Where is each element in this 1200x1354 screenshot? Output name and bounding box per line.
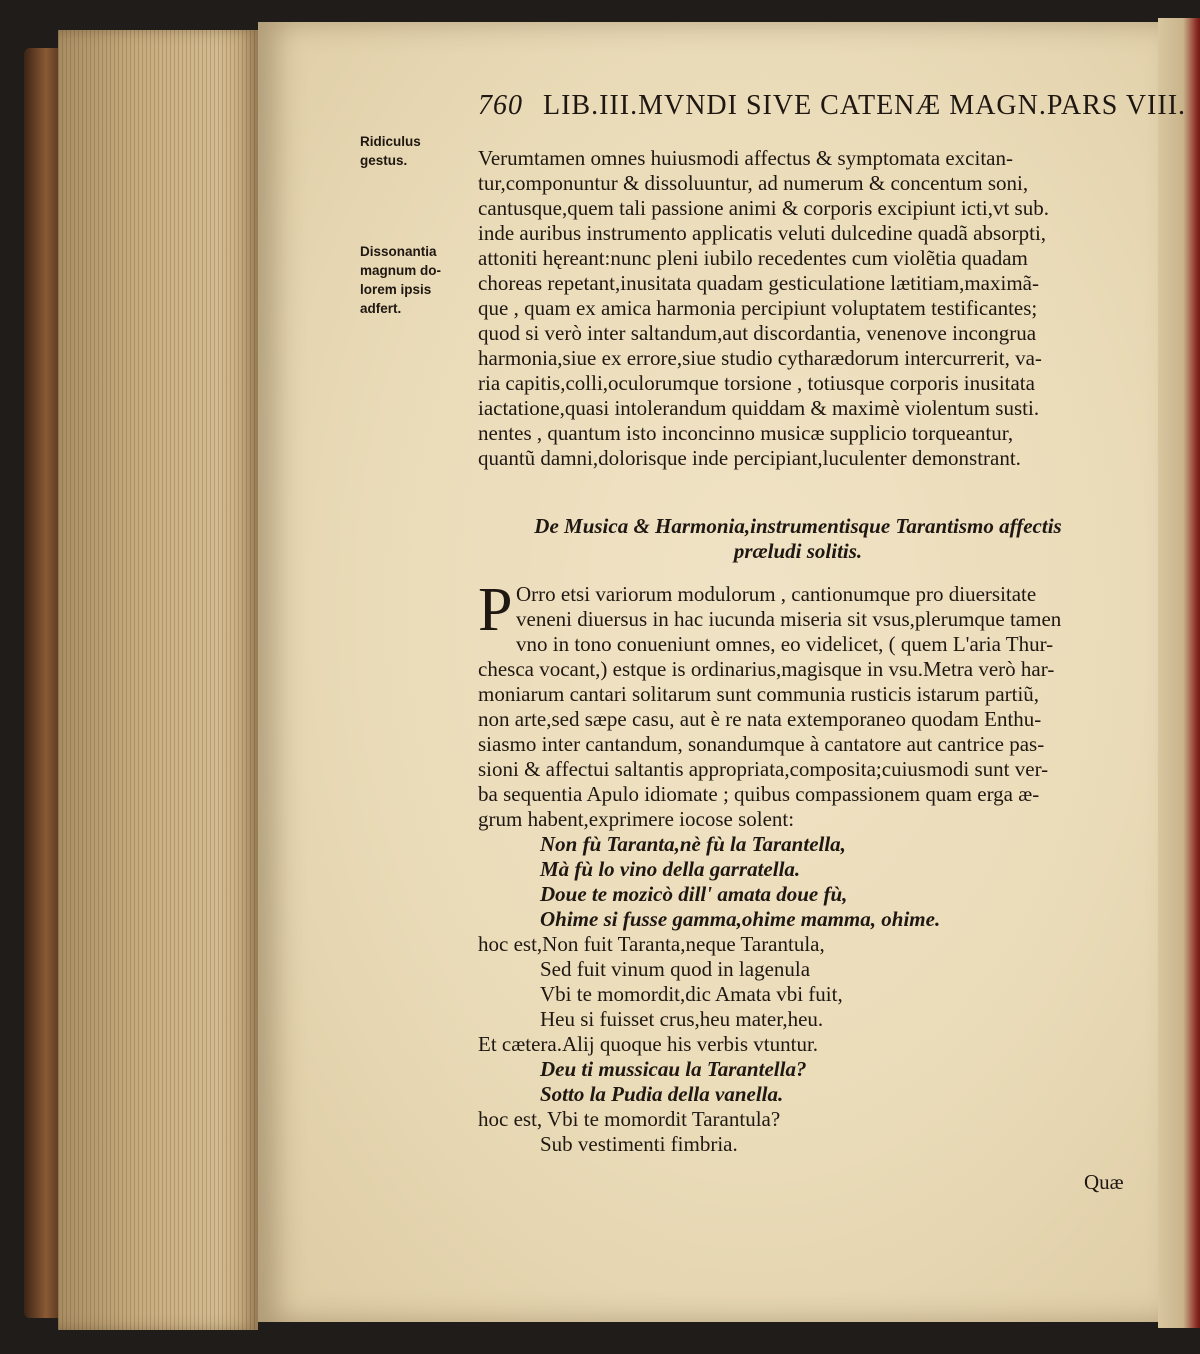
text-line: ba sequentia Apulo idiomate ; quibus compassionem quam erga æ- <box>478 782 1040 806</box>
text-line: Verumtamen omnes huiusmodi affectus & symptomata excitan- <box>478 146 1013 170</box>
margin-note <box>360 242 441 318</box>
text-line: inde auribus instrumento applicatis veluti dulcedine quadã absorpti, <box>478 221 1047 245</box>
translation-line: Heu si fuisset crus,heu mater,heu. <box>540 1007 824 1031</box>
text-line: tur,componuntur & dissoluuntur, ad numerum & concentum soni, <box>478 171 1029 195</box>
translation-line: Sed fuit vinum quod in lagenula <box>540 957 811 981</box>
page-stack-edge <box>58 30 258 1330</box>
text-line: que , quam ex amica harmonia percipiunt voluptatem testificantes; <box>478 296 1038 320</box>
paragraph-2 <box>478 576 1118 1157</box>
text-line: sioni & affectui saltantis appropriata,composita;cuiusmodi sunt ver- <box>478 757 1049 781</box>
running-header <box>478 90 1187 122</box>
text-line: choreas repetant,inusitata quadam gesticulatione lætitiam,maximã- <box>478 271 1039 295</box>
book-page <box>258 22 1187 1322</box>
margin-note-line: magnum do- <box>360 263 441 278</box>
text-line: hoc est,Non fuit Taranta,neque Tarantula, <box>478 932 825 956</box>
verse-line: Ohime si fusse gamma,ohime mamma, ohime. <box>540 907 941 931</box>
text-line: Et cætera.Alij quoque his verbis vtuntur. <box>478 1032 819 1056</box>
catchword: Quæ <box>1084 1170 1124 1194</box>
text-line: chesca vocant,) estque is ordinarius,magisque in vsu.Metra verò har- <box>478 657 1055 681</box>
text-line: siasmo inter cantandum, sonandumque à cantatore aut cantrice pas- <box>478 732 1045 756</box>
margin-note-line: Ridiculus <box>360 134 421 149</box>
verse-line: Mà fù lo vino della garratella. <box>540 857 801 881</box>
text-line: moniarum cantari solitarum sunt communia rusticis istarum partiũ, <box>478 682 1040 706</box>
margin-note-line: lorem ipsis <box>360 282 432 297</box>
verse-line: Non fù Taranta,nè fù la Tarantella, <box>540 832 846 856</box>
margin-note-line: Dissonantia <box>360 244 437 259</box>
section-heading <box>478 514 1118 564</box>
text-line: iactatione,quasi intolerandum quiddam & maximè violentum susti. <box>478 396 1040 420</box>
heading-line: præludi solitis. <box>733 539 863 563</box>
text-line: attoniti hęreant:nunc pleni iubilo recedentes cum violẽtia quadam <box>478 246 1028 270</box>
paragraph-1 <box>478 146 1118 471</box>
translation-latin-1 <box>478 957 1118 1032</box>
drop-cap: P <box>478 576 513 644</box>
text-line: cantusque,quem tali passione animi & corporis excipiunt icti,vt sub. <box>478 196 1049 220</box>
verse-line: Deu ti mussicau la Tarantella? <box>540 1057 807 1081</box>
facing-page-edge <box>1158 18 1200 1328</box>
text-line: vno in tono conueniunt omnes, eo videlicet, ( quem L'aria Thur- <box>516 632 1054 656</box>
text-line: ria capitis,colli,oculorumque torsione , totiusque corporis inusitata <box>478 371 1035 395</box>
page-number: 760 <box>478 90 523 121</box>
translation-latin-2 <box>478 1132 1118 1157</box>
margin-note-line: gestus. <box>360 153 408 168</box>
margin-note-line: adfert. <box>360 301 402 316</box>
text-line: quantũ damni,dolorisque inde percipiant,luculenter demonstrant. <box>478 446 1021 470</box>
translation-line: Sub vestimenti fimbria. <box>540 1132 738 1156</box>
text-line: hoc est, Vbi te momordit Tarantula? <box>478 1107 781 1131</box>
text-line: non arte,sed sæpe casu, aut è re nata extemporaneo quodam Enthu- <box>478 707 1042 731</box>
text-line: quod si verò inter saltandum,aut discordantia, venenove incongrua <box>478 321 1037 345</box>
text-line: Orro etsi variorum modulorum , cantionumque pro diuersitate <box>516 582 1037 606</box>
margin-note <box>360 132 421 170</box>
verse-italian-1 <box>478 832 1118 932</box>
translation-line: Vbi te momordit,dic Amata vbi fuit, <box>540 982 843 1006</box>
verse-line: Doue te mozicò dill' amata doue fù, <box>540 882 848 906</box>
verse-italian-2 <box>478 1057 1118 1107</box>
heading-line: De Musica & Harmonia,instrumentisque Tarantismo affectis <box>534 514 1062 538</box>
text-line: grum habent,exprimere iocose solent: <box>478 807 795 831</box>
verse-line: Sotto la Pudia della vanella. <box>540 1082 784 1106</box>
text-line: nentes , quantum isto inconcinno musicæ supplicio torqueantur, <box>478 421 1014 445</box>
text-line: harmonia,siue ex errore,siue studio cytharædorum intercurrerit, va- <box>478 346 1042 370</box>
running-title: LIB.III.MVNDI SIVE CATENÆ MAGN.PARS VIII. <box>543 90 1187 121</box>
text-line: veneni diuersus in hac iucunda miseria sit vsus,plerumque tamen <box>516 607 1062 631</box>
